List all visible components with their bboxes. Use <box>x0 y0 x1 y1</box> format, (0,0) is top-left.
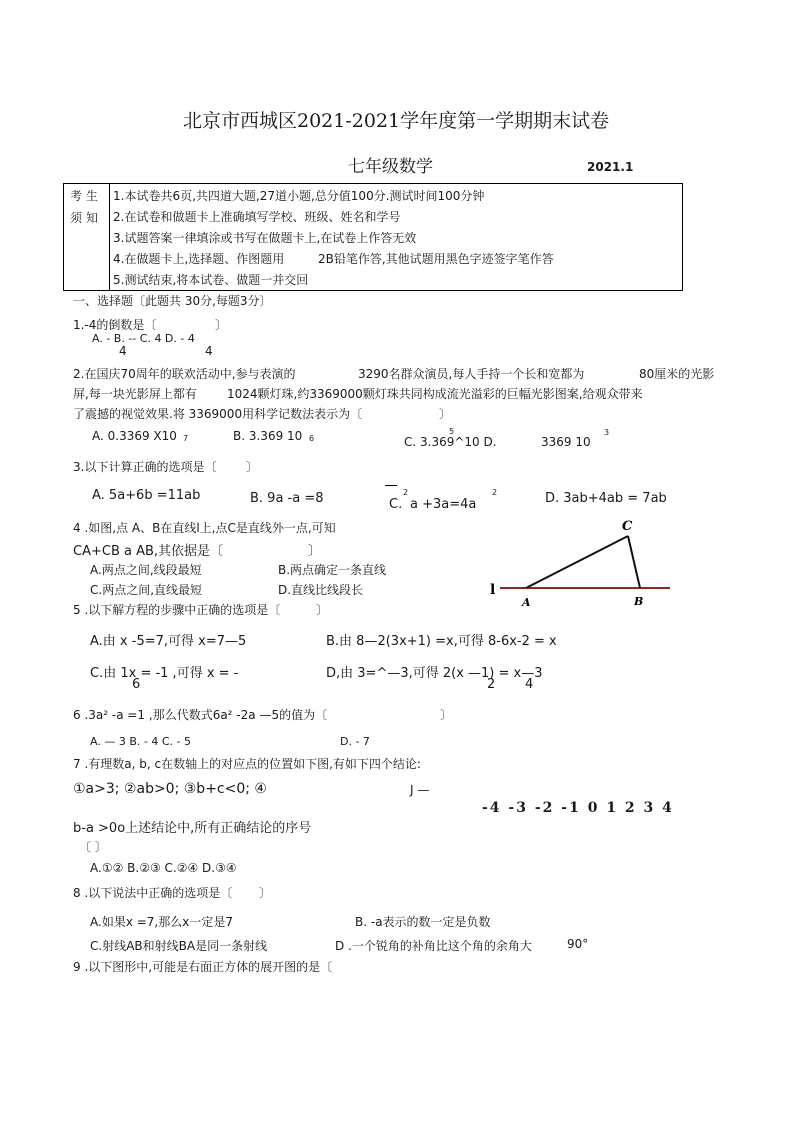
q1-denominator: 4 <box>119 344 127 358</box>
q1-stem: 1.-4的倒数是〔 <box>73 318 157 332</box>
notice-item: 2.在试卷和做题卡上准确填写学校、班级、姓名和学号 <box>113 210 401 224</box>
q4-close: 〕 <box>308 544 322 559</box>
q2-line2: 屏,每一块光影屏上都有 <box>73 387 197 401</box>
notice-box <box>63 183 683 291</box>
q4-triangle-figure <box>470 512 680 610</box>
q8-option-d: D .一个锐角的补角比这个角的余角大 <box>335 939 532 953</box>
notice-item: 4.在做题卡上,选择题、作图题用 <box>113 252 285 266</box>
q3-option-c-exp: 2 <box>403 488 409 497</box>
q8-stem: 8 .以下说法中正确的选项是〔 <box>73 886 233 900</box>
label-a: A <box>522 596 531 609</box>
q5-option-b: B.由 8—2(3x+1) =x,可得 8-6x-2 = x <box>326 634 557 649</box>
q4-option-b: B.两点确定一条直线 <box>278 563 387 577</box>
label-b: B <box>634 595 644 608</box>
q6-stem: 6 .3a² -a =1 ,那么代数式6a² -2a —5的值为〔 <box>73 708 328 722</box>
q1-options: A. - B. -- C. 4 D. - 4 <box>92 332 195 345</box>
q5-close: 〕 <box>316 603 329 617</box>
q3-close: 〕 <box>246 460 259 474</box>
q5-option-d: D,由 3=^—3,可得 2(x —1) = x—3 <box>326 666 543 681</box>
q5-option-d-den: 2 <box>487 677 496 692</box>
q2-line1: 2.在国庆70周年的联欢活动中,参与表演的 <box>73 367 296 381</box>
q3-option-c-exp: 2 <box>492 488 498 497</box>
q2-line2: 1024颗灯珠,约3369000颗灯珠共同构成流光溢彩的巨幅光影图案,给观众带来 <box>227 387 643 401</box>
q2-line3: 了震撼的视觉效果.将 3369000用科学记数法表示为〔 <box>73 407 363 421</box>
label-l: l <box>490 582 496 598</box>
q3-stem: 3.以下计算正确的选项是〔 <box>73 460 217 474</box>
q2-option-a-exp: 7 <box>183 434 189 443</box>
notice-label-line1: 考 生 <box>70 189 98 203</box>
q2-option-c-exp: 5 <box>449 427 455 436</box>
q5-option-a: A.由 x -5=7,可得 x=7—5 <box>90 634 247 649</box>
q2-close: 〕 <box>439 407 452 421</box>
q7-line3: b-a >0o上述结论中,所有正确结论的序号 <box>73 821 312 836</box>
q5-option-d-den: 4 <box>525 677 534 692</box>
q4-option-d: D.直线比线段长 <box>278 583 364 597</box>
q3-option-c-bar <box>385 485 397 486</box>
q2-option-a: A. 0.3369 X10 <box>92 429 177 443</box>
q7-conclusions: ①a>3; ②ab>0; ③b+c<0; ④ <box>73 781 267 797</box>
q8-option-b: B. -a表示的数一定是负数 <box>355 915 491 929</box>
q5-option-c-den: 6 <box>132 677 141 692</box>
q2-line1: 80厘米的光影 <box>639 367 715 381</box>
label-c: C <box>622 519 633 534</box>
notice-item: 1.本试卷共6页,共四道大题,27道小题,总分值100分.测试时间100分钟 <box>113 189 485 203</box>
q7-options: A.①② B.②③ C.②④ D.③④ <box>90 861 237 875</box>
q6-options: A. — 3 B. - 4 C. - 5 <box>90 735 191 748</box>
notice-item: 5.测试结束,将本试卷、做题一并交回 <box>113 273 309 287</box>
page-title: 北京市西城区2021-2021学年度第一学期期末试卷 <box>183 110 610 132</box>
notice-label-cell <box>64 184 110 290</box>
notice-item: 3.试题答案一律填涂或书写在做题卡上,在试卷上作答无效 <box>113 231 417 245</box>
q5-option-c: C.由 1x = -1 ,可得 x = - <box>90 666 239 681</box>
q3-option-c-label: C. <box>389 497 403 512</box>
q4-option-c: C.两点之间,直线最短 <box>90 583 203 597</box>
notice-label-line2: 须 知 <box>70 211 98 225</box>
q1-close: 〕 <box>215 318 228 332</box>
q4-line2: CA+CB a AB,其依据是〔 <box>73 544 224 559</box>
q3-option-c: a +3a=4a <box>410 497 477 512</box>
q5-stem: 5 .以下解方程的步骤中正确的选项是〔 <box>73 603 281 617</box>
q8-option-a: A.如果x =7,那么x一定是7 <box>90 915 233 929</box>
q3-option-b: B. 9a -a =8 <box>250 491 324 506</box>
q7-axis-mark: J — <box>410 783 430 797</box>
q1-denominator: 4 <box>205 344 213 358</box>
q9-stem: 9 .以下图形中,可能是右面正方体的展开图的是〔 <box>73 960 333 974</box>
q2-option-d: 3369 10 <box>541 435 591 449</box>
notice-item: 2B铅笔作答,其他试题用黑色字迹签字笔作答 <box>318 252 554 266</box>
q3-option-a: A. 5a+6b =11ab <box>92 488 201 503</box>
q8-option-d-value: 90° <box>567 937 589 951</box>
q7-paren: 〔 〕 <box>79 840 107 854</box>
section-heading: 一、选择题〔此题共 30分,每题3分〕 <box>73 294 272 308</box>
q7-stem: 7 .有理数a, b, c在数轴上的对应点的位置如下图,有如下四个结论: <box>73 757 421 771</box>
q4-line1: 4 .如图,点 A、B在直线l上,点C是直线外一点,可知 <box>73 521 336 535</box>
exam-date: 2021.1 <box>587 160 634 174</box>
q2-option-b-exp: 6 <box>309 434 315 443</box>
q2-option-b: B. 3.369 10 <box>233 429 303 443</box>
q3-option-d: D. 3ab+4ab = 7ab <box>545 491 667 506</box>
q6-option-d: D. - 7 <box>340 735 370 748</box>
q8-close: 〕 <box>259 886 272 900</box>
q4-option-a: A.两点之间,线段最短 <box>90 563 202 577</box>
page-subtitle: 七年级数学 <box>348 157 433 177</box>
q6-close: 〕 <box>440 708 453 722</box>
q2-line1: 3290名群众演员,每人手持一个长和宽都为 <box>358 367 585 381</box>
segment-ac <box>526 536 628 588</box>
segment-cb <box>628 536 640 588</box>
q2-option-d-exp: 3 <box>604 428 610 437</box>
q2-option-c: C. 3.369^10 D. <box>404 435 497 449</box>
q7-number-line: -4 -3 -2 -1 0 1 2 3 4 <box>482 800 674 816</box>
q8-option-c: C.射线AB和射线BA是同一条射线 <box>90 939 268 953</box>
